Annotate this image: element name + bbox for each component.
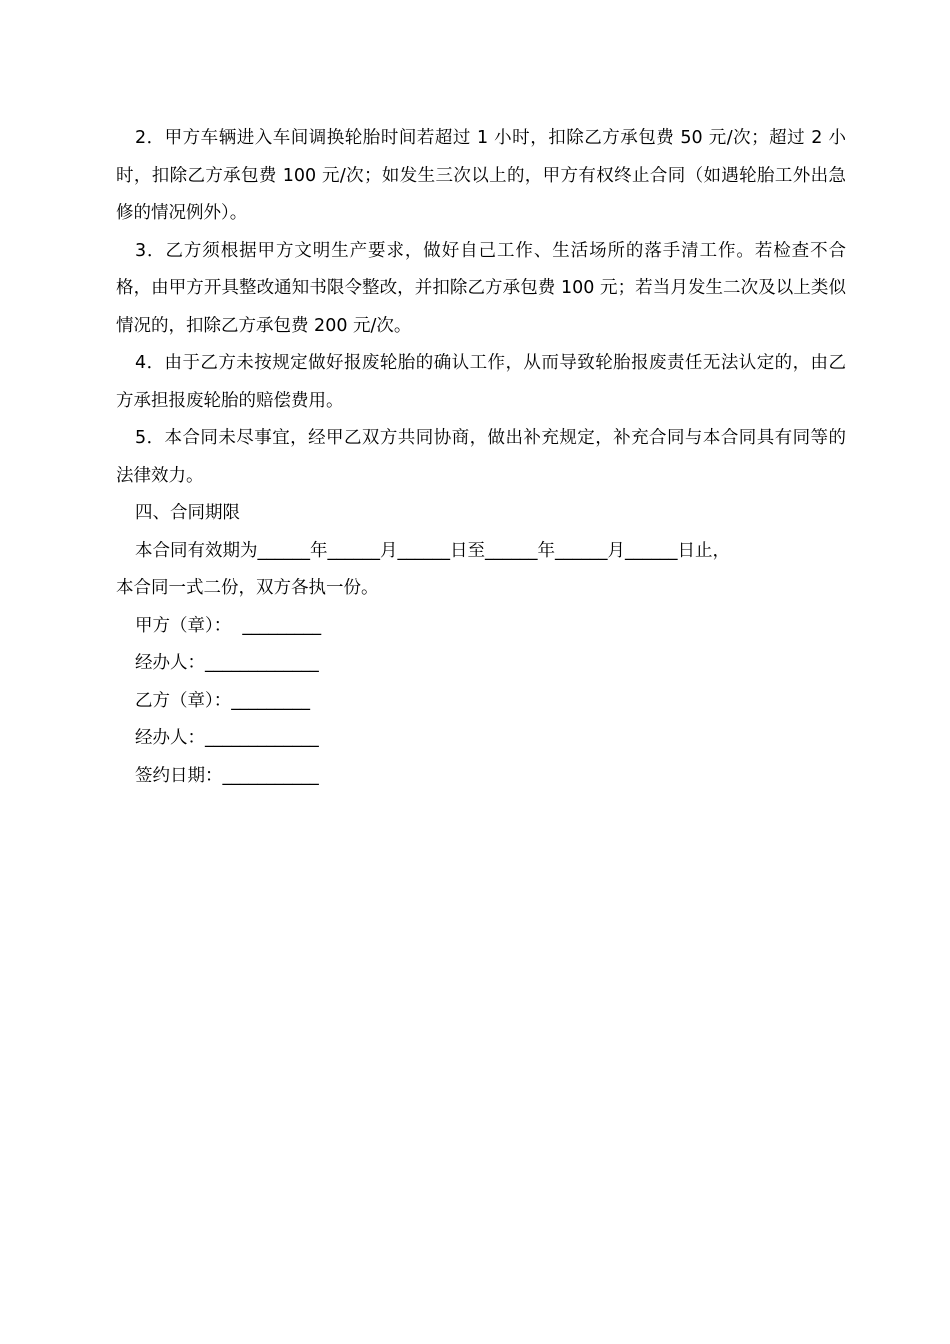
document-body	[116, 120, 846, 795]
contract-term-text: 本合同有效期为______年______月______日至______年______月______日止，	[135, 540, 730, 561]
contract-copies-text: 本合同一式二份，双方各执一份。	[116, 578, 379, 598]
clause-4: 4．由于乙方未按规定做好报废轮胎的确认工作，从而导致轮胎报废责任无法认定的，由乙方承担报废轮胎的赔偿费用。	[116, 353, 846, 411]
signature-date: 签约日期：___________	[135, 765, 319, 786]
section-heading-contract-term: 四、合同期限	[135, 503, 240, 523]
clause-3: 3．乙方须根据甲方文明生产要求，做好自己工作、生活场所的落手清工作。若检查不合格，由甲方开具整改通知书限令整改，并扣除乙方承包费 100 元；若当月发生二次及以上类似情况的，扣除乙方承包费 200 元/次。	[116, 240, 846, 336]
signature-party-b: 乙方（章）：_________	[135, 690, 310, 711]
clause-2: 2．甲方车辆进入车间调换轮胎时间若超过 1 小时，扣除乙方承包费 50 元/次；超过 2 小时，扣除乙方承包费 100 元/次；如发生三次以上的，甲方有权终止合同（如遇轮胎工外出急修的情况例外）。	[116, 128, 846, 223]
clause-5: 5．本合同未尽事宜，经甲乙双方共同协商，做出补充规定，补充合同与本合同具有同等的法律效力。	[116, 428, 846, 486]
signature-party-a: 甲方（章）： _________	[135, 615, 322, 636]
signature-agent-b: 经办人：_____________	[135, 728, 319, 748]
signature-agent-a: 经办人：_____________	[135, 653, 319, 673]
